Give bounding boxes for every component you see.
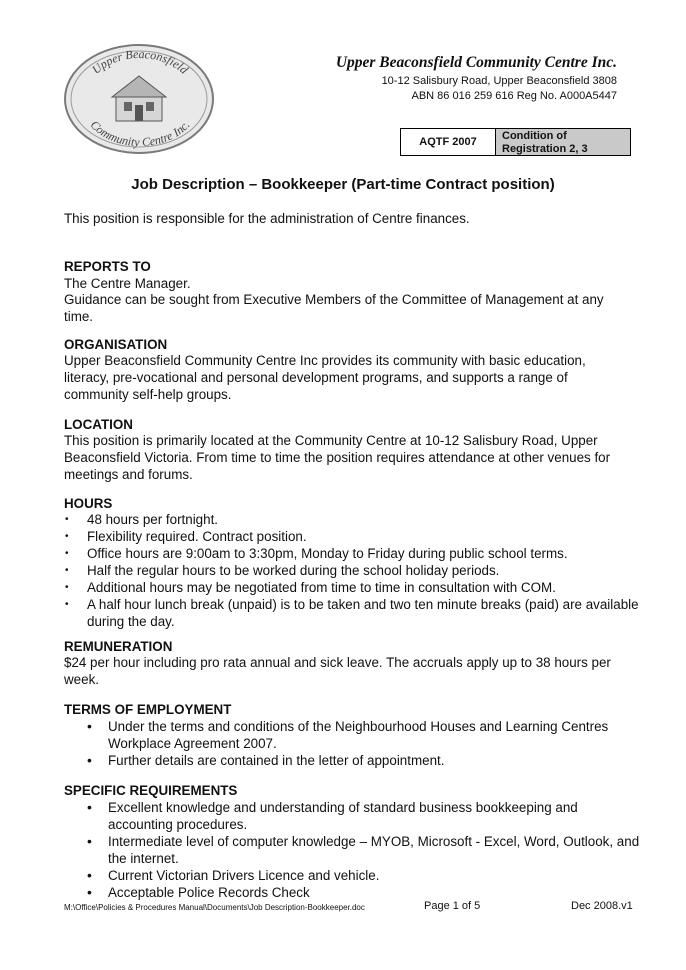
logo-text-bottom: Community Centre Inc.: [87, 117, 193, 150]
requirements-list: [86, 799, 646, 901]
remuneration-heading: REMUNERATION: [64, 639, 173, 654]
list-item: • Excellent knowledge and understanding of standard business bookkeeping and accounting procedures.: [86, 799, 646, 833]
list-item: • Office hours are 9:00am to 3:30pm, Monday to Friday during public school terms.: [64, 545, 639, 562]
registration-standard: AQTF 2007: [401, 129, 496, 155]
intro-text: This position is responsible for the administration of Centre finances.: [64, 211, 470, 226]
community-centre-logo: [62, 42, 216, 156]
list-item: • Current Victorian Drivers Licence and vehicle.: [86, 867, 646, 884]
requirements-heading: SPECIFIC REQUIREMENTS: [64, 783, 238, 798]
hours-heading: HOURS: [64, 496, 113, 511]
list-item: • Acceptable Police Records Check: [86, 884, 646, 901]
registration-condition: Condition of Registration 2, 3: [496, 129, 630, 155]
terms-heading: TERMS OF EMPLOYMENT: [64, 702, 232, 717]
list-item: • Further details are contained in the letter of appointment.: [86, 752, 631, 769]
hours-list: [64, 511, 639, 630]
location-heading: LOCATION: [64, 417, 133, 432]
reports-to-line1: The Centre Manager.: [64, 276, 191, 291]
page-title: Job Description – Bookkeeper (Part-time Contract position): [131, 176, 555, 193]
list-item: • Under the terms and conditions of the Neighbourhood Houses and Learning Centres Workplace Agreement 2007.: [86, 718, 631, 752]
organisation-heading: ORGANISATION: [64, 337, 168, 352]
reports-to-line2: Guidance can be sought from Executive Members of the Committee of Management at any time.: [64, 292, 604, 324]
list-item: • Additional hours may be negotiated from time to time in consultation with COM.: [64, 579, 639, 596]
remuneration-text: $24 per hour including pro rata annual and sick leave. The accruals apply up to 38 hours per week.: [64, 655, 611, 687]
list-item: • Flexibility required. Contract position.: [64, 528, 639, 545]
list-item: • Intermediate level of computer knowledge – MYOB, Microsoft - Excel, Word, Outlook, and the internet.: [86, 833, 646, 867]
list-item: • A half hour lunch break (unpaid) is to be taken and two ten minute breaks (paid) are available during the day.: [64, 596, 639, 630]
logo-text-top: Upper Beaconsfield: [89, 46, 192, 77]
organisation-address: 10-12 Salisbury Road, Upper Beaconsfield 3808: [381, 75, 617, 87]
footer-file-path: M:\Office\Policies & Procedures Manual\Documents\Job Description-Bookkeeper.doc: [64, 903, 365, 912]
organisation-abn: ABN 86 016 259 616 Reg No. A000A5447: [411, 90, 617, 102]
organisation-name: Upper Beaconsfield Community Centre Inc.: [335, 54, 617, 71]
terms-list: [86, 718, 631, 769]
reports-to-heading: REPORTS TO: [64, 259, 151, 274]
footer-version: Dec 2008.v1: [571, 900, 633, 912]
organisation-text: Upper Beaconsfield Community Centre Inc provides its community with basic education, literacy, pre-vocational and personal development programs, and supports a range of community self-help groups.: [64, 353, 586, 402]
footer-page-number: Page 1 of 5: [424, 900, 481, 912]
registration-table: [400, 128, 631, 156]
list-item: • 48 hours per fortnight.: [64, 511, 639, 528]
location-text: This position is primarily located at the Community Centre at 10-12 Salisbury Road, Upper Beaconsfield Victoria. From time to time the position requires attendance at other venues for meetings and forums.: [64, 433, 611, 482]
list-item: • Half the regular hours to be worked during the school holiday periods.: [64, 562, 639, 579]
